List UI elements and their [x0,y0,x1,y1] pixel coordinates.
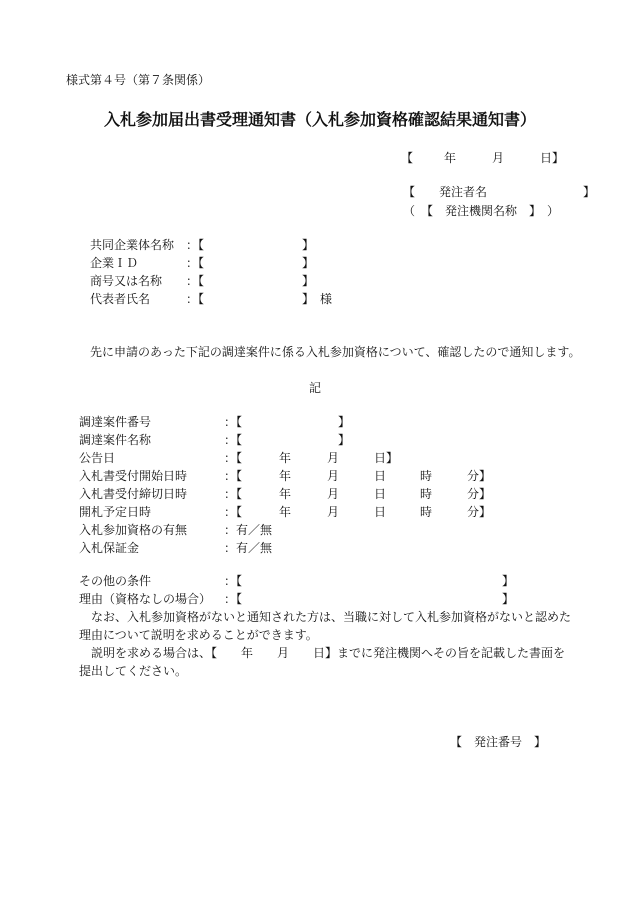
detail-date-unit: 日 [374,469,387,483]
issuer-org: （ 【 発注機関名称 】 ） [403,204,560,218]
form-number: 様式第４号（第７条関係） [66,73,211,87]
detail-close: 】 [338,415,351,429]
detail-value: ：有／無 [224,523,273,537]
detail-label: 入札保証金 [79,541,140,555]
other-label: 理由（資格なしの場合） [79,592,212,606]
detail-label: 入札書受付締切日時 [79,487,188,501]
detail-date-unit: 年 [279,487,292,501]
detail-date-unit: 日 [374,505,387,519]
detail-date-unit: 分】 [467,469,492,483]
detail-value: ：【 [224,505,243,519]
addressee-close: 】 [302,238,315,252]
other-label: その他の条件 [79,574,152,588]
date-day: 日】 [540,151,565,165]
note-line: 説明を求める場合は、【 年 月 日】までに発注機関へその旨を記載した書面を [79,646,566,660]
detail-date-unit: 時 [420,469,433,483]
note-line: なお、入札参加資格がないと通知された方は、当職に対して入札参加資格がないと認めた [79,610,572,624]
addressee-close: 】 [302,256,315,270]
detail-date-unit: 分】 [467,505,492,519]
other-value: ：【 [224,574,243,588]
ki-heading: 記 [309,381,322,395]
addressee-close: 】 [302,274,315,288]
detail-date-unit: 分】 [467,487,492,501]
date-month: 月 [492,151,505,165]
detail-date-unit: 月 [327,505,340,519]
addressee-label: 共同企業体名称 ：【 [90,238,205,252]
detail-close: 】 [338,433,351,447]
issuer-name: 【 発注者名 】 [403,185,596,199]
detail-date-unit: 日】 [374,451,399,465]
other-close: 】 [502,592,515,606]
detail-label: 入札書受付開始日時 [79,469,188,483]
detail-date-unit: 月 [327,451,340,465]
other-value: ：【 [224,592,243,606]
detail-date-unit: 年 [279,469,292,483]
detail-label: 入札参加資格の有無 [79,523,188,537]
addressee-close: 】 様 [302,292,333,306]
addressee-label: 商号又は名称 ：【 [90,274,205,288]
detail-date-unit: 月 [327,487,340,501]
note-line: 理由について説明を求めることができます。 [79,628,318,642]
detail-value: ：【 [224,433,243,447]
detail-date-unit: 日 [374,487,387,501]
detail-date-unit: 年 [279,451,292,465]
note-line: 提出してください。 [79,664,188,678]
detail-label: 調達案件番号 [79,415,152,429]
other-close: 】 [502,574,515,588]
detail-date-unit: 年 [279,505,292,519]
addressee-label: 代表者氏名 ：【 [90,292,205,306]
detail-date-unit: 時 [420,487,433,501]
addressee-label: 企業ＩＤ ：【 [90,256,205,270]
notice-body: 先に申請のあった下記の調達案件に係る入札参加資格について、確認したので通知します。 [90,345,581,359]
detail-label: 開札予定日時 [79,505,152,519]
order-number: 【 発注番号 】 [450,735,547,749]
document-title: 入札参加届出書受理通知書（入札参加資格確認結果通知書） [104,110,537,129]
date-open-bracket: 【 [401,151,414,165]
date-year: 年 [444,151,457,165]
detail-label: 公告日 [79,451,116,465]
detail-value: ：【 [224,487,243,501]
detail-value: ：【 [224,451,243,465]
detail-date-unit: 月 [327,469,340,483]
detail-value: ：【 [224,469,243,483]
detail-label: 調達案件名称 [79,433,152,447]
detail-value: ：有／無 [224,541,273,555]
detail-date-unit: 時 [420,505,433,519]
detail-value: ：【 [224,415,243,429]
